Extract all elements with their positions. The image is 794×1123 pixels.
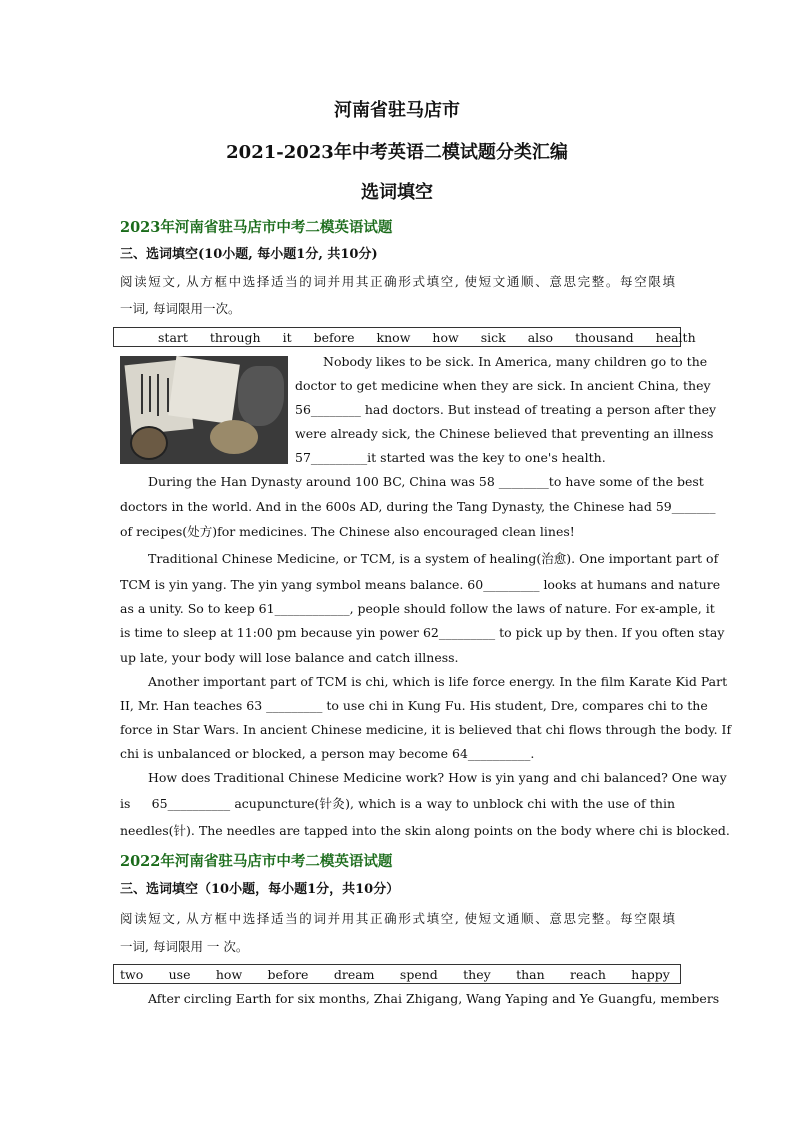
word-bank-word: reach [570, 966, 606, 982]
word-bank-word: they [463, 966, 491, 982]
passage-2023-line: Another important part of TCM is chi, which is life force energy. In the film Karate Kid Part [148, 674, 728, 689]
word-bank-word: how [215, 966, 243, 982]
word-bank-word: know [376, 329, 411, 345]
section-2022-instructions-2: 一词, 每词限用 一 次。 [120, 939, 249, 954]
section-2023-heading: 2023年河南省驻马店市中考二模英语试题 [120, 219, 393, 236]
passage-2023-line: of recipes(处方)for medicines. The Chinese also encouraged clean lines! [120, 524, 575, 539]
word-bank-2022 [113, 964, 681, 984]
word-bank-word: how [432, 329, 459, 345]
passage-2023-line: as a unity. So to keep 61____________, people should follow the laws of nature. For ex-ample, it [120, 601, 715, 616]
passage-2023-line: During the Han Dynasty around 100 BC, China was 58 ________to have some of the best [148, 474, 704, 489]
passage-2022-line: After circling Earth for six months, Zhai Zhigang, Wang Yaping and Ye Guangfu, members [148, 991, 720, 1006]
section-2022-instructions-1: 阅读短文, 从方框中选择适当的词并用其正确形式填空, 使短文通顺、意思完整。每空限填 [120, 911, 675, 926]
word-bank-word: before [313, 329, 355, 345]
word-bank-word: than [516, 966, 545, 982]
passage-2023-line: How does Traditional Chinese Medicine work? How is yin yang and chi balanced? One way [148, 770, 727, 785]
word-bank-word: through [209, 329, 261, 345]
passage-2023-line: is 65__________ acupuncture(针灸), which is a way to unblock chi with the use of thin [120, 796, 675, 811]
herbal-medicine-photo [120, 356, 288, 464]
section-2023-instructions-2: 一词, 每词限用一次。 [120, 301, 241, 316]
section-2023-question-title: 三、选词填空(10小题, 每小题1分, 共10分) [120, 247, 378, 262]
passage-2023-line: Nobody likes to be sick. In America, many children go to the [323, 354, 708, 369]
word-bank-word: sick [480, 329, 506, 345]
word-bank-word: before [267, 966, 309, 982]
passage-2023-line: chi is unbalanced or blocked, a person may become 64__________. [120, 746, 535, 761]
word-bank-word: spend [399, 966, 438, 982]
word-bank-2023 [113, 327, 696, 347]
section-2022-heading: 2022年河南省驻马店市中考二模英语试题 [120, 853, 393, 870]
doc-title-region: 河南省驻马店市 [334, 100, 460, 121]
passage-2023-line: were already sick, the Chinese believed that preventing an illness [295, 426, 714, 441]
passage-2023-line: TCM is yin yang. The yin yang symbol means balance. 60_________ looks at humans and nature [120, 577, 721, 592]
passage-2023-line: needles(针). The needles are tapped into the skin along points on the body where chi is blocked. [120, 823, 730, 838]
doc-title-subject: 2021-2023年中考英语二模试题分类汇编 [226, 142, 568, 163]
word-bank-word: dream [333, 966, 375, 982]
section-2022-question-title: 三、选词填空（10小题，每小题1分，共10分） [120, 882, 400, 897]
word-bank-word: start [158, 329, 188, 345]
passage-2023-line: force in Star Wars. In ancient Chinese medicine, it is believed that chi flows through the body. If [120, 722, 732, 737]
passage-2023-line: is time to sleep at 11:00 pm because yin power 62_________ to pick up by then. If you often stay [120, 625, 725, 640]
passage-2023-line: II, Mr. Han teaches 63 _________ to use chi in Kung Fu. His student, Dre, compares chi to the [120, 698, 708, 713]
word-bank-word: happy [631, 966, 670, 982]
passage-2023-line: 57_________it started was the key to one's health. [295, 450, 606, 465]
passage-2023-line: up late, your body will lose balance and catch illness. [120, 650, 459, 665]
word-bank-word: health [655, 329, 696, 345]
word-bank-word: thousand [575, 329, 634, 345]
section-2023-instructions-1: 阅读短文, 从方框中选择适当的词并用其正确形式填空, 使短文通顺、意思完整。每空限填 [120, 274, 675, 289]
doc-title-topic: 选词填空 [361, 182, 433, 203]
passage-2023-line: doctor to get medicine when they are sick. In ancient China, they [295, 378, 711, 393]
word-bank-word: also [527, 329, 554, 345]
passage-2023-line: Traditional Chinese Medicine, or TCM, is a system of healing(治愈). One important part of [148, 551, 719, 566]
word-bank-word: use [168, 966, 191, 982]
word-bank-word: two [120, 966, 144, 982]
passage-2023-line: 56________ had doctors. But instead of treating a person after they [295, 402, 717, 417]
word-bank-word: it [282, 329, 292, 345]
passage-2023-line: doctors in the world. And in the 600s AD, during the Tang Dynasty, the Chinese had 59_______ [120, 499, 716, 514]
